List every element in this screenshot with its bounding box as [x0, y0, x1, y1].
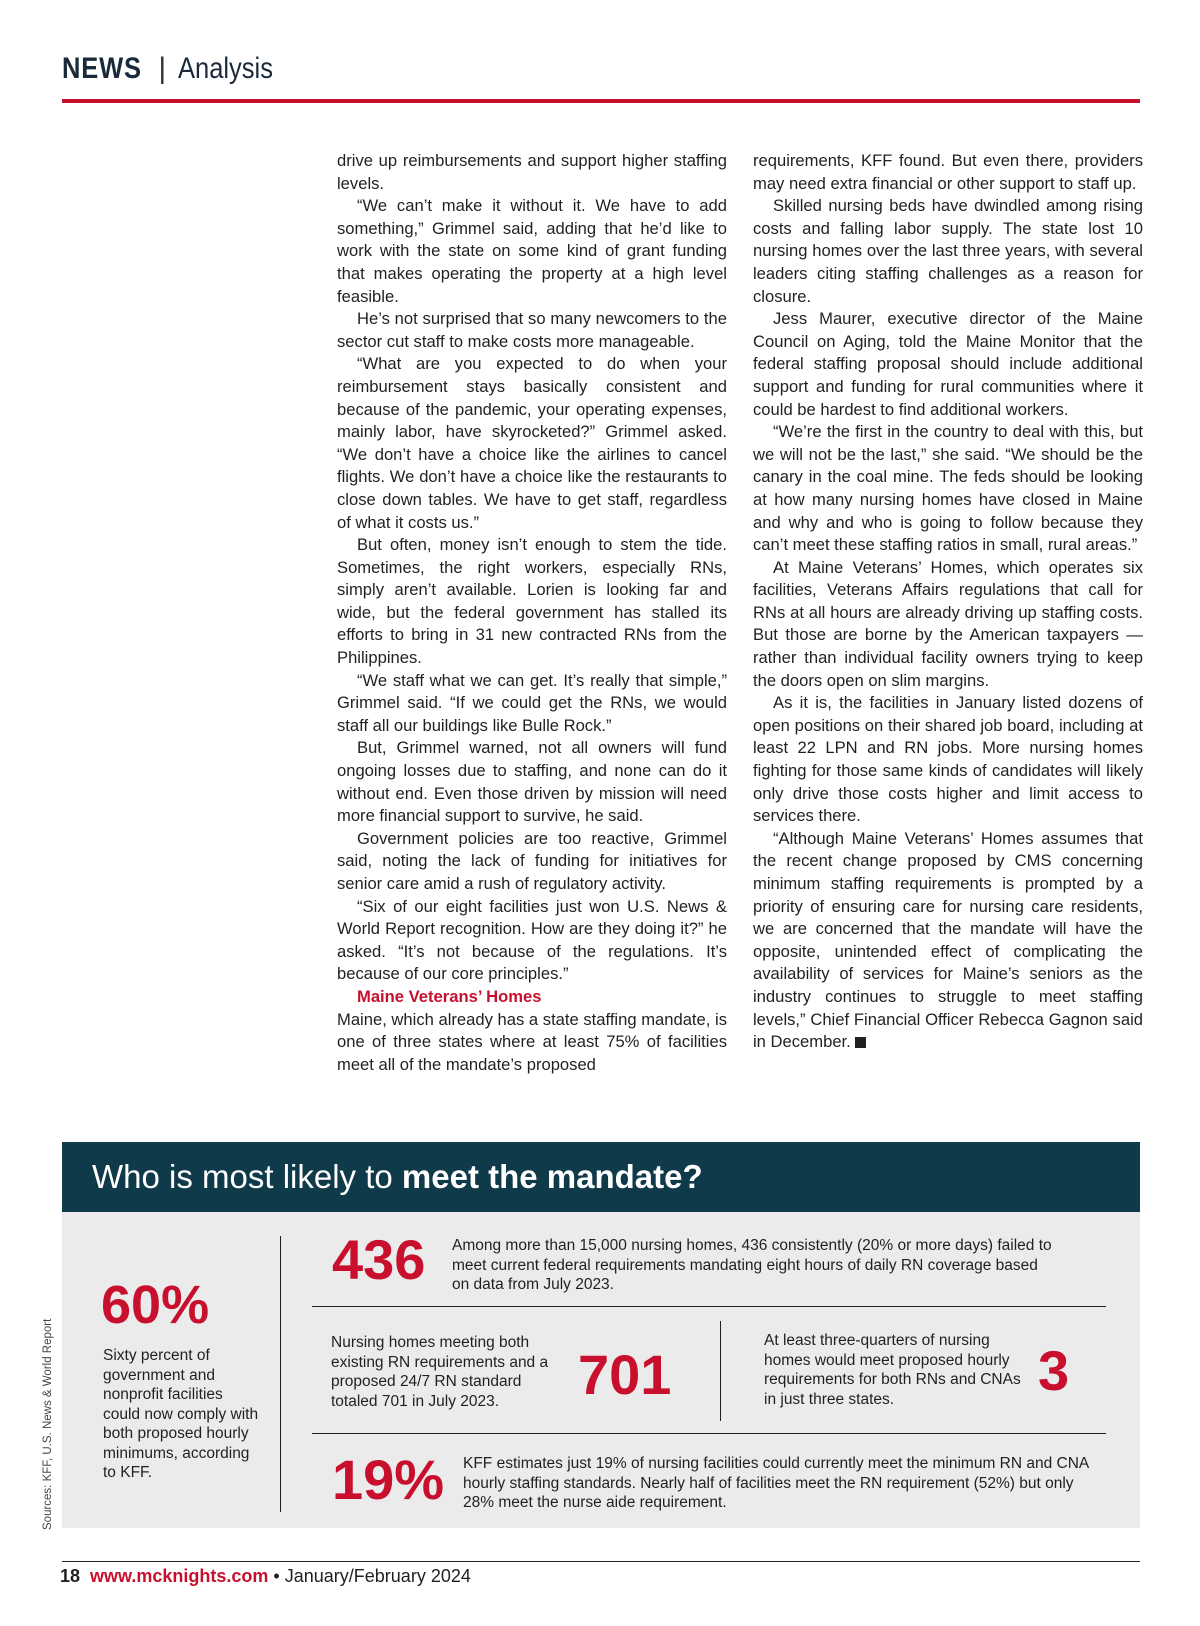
paragraph: Maine, which already has a state staffing mandate, is one of three states where at least 75% of facilities meet all of the mandate’s proposed [337, 1009, 727, 1074]
sidebar-divider-middle [720, 1321, 721, 1421]
stat-3-value: 3 [1038, 1339, 1070, 1402]
stat-701-text: Nursing homes meeting both existing RN requirements and a proposed 24/7 RN standard totaled 701 in July 2023. [331, 1334, 549, 1410]
paragraph: He’s not surprised that so many newcomers to the sector cut staff to make costs more manageable. [337, 309, 727, 351]
footer-rule [62, 1561, 1140, 1562]
paragraph: “Six of our eight facilities just won U.S. News & World Report recognition. How are they doing it?” he asked. “It’s not because of the regulations. It’s because of our core principles.” [337, 896, 727, 984]
article-column-2 [753, 150, 1143, 1054]
closing-quote: “Although Maine Veterans’ Homes assumes that the recent change proposed by CMS concerning minimum staffing requirements is prompted by a priority of ensuring care for nursing care residents, we are concerned that the mandate will have the opposite, unintended effect of complicating the availability of services for Maine’s seniors as the industry continues to struggle to meet staffing levels,” Chief Financial Officer Rebecca Gagnon said in December. [753, 828, 1143, 1052]
paragraph: “What are you expected to do when your reimbursement stays basically consistent and because of the pandemic, your operating expenses, mainly labor, have skyrocketed?” Grimmel asked. “We don’t have a choice like the airlines to cancel flights. We don’t have a choice like the restaurants to close down tables. We have to get staff, regardless of what it costs us.” [337, 354, 727, 532]
sidebar-divider-2 [312, 1433, 1106, 1434]
article-column-1 [337, 150, 727, 1076]
sidebar-title-bar [62, 1142, 1140, 1212]
stat-19-text: KFF estimates just 19% of nursing facilities could currently meet the minimum RN and CNA hourly staffing standards. Nearly half of facilities meet the RN requirement (52%) but only 28% meet the nurse aide requirement. [463, 1455, 1089, 1511]
paragraph: But, Grimmel warned, not all owners will fund ongoing losses due to staffing, and none can do it without end. Even those driven by mission will need more financial support to survive, he said. [337, 738, 727, 826]
footer [60, 1566, 471, 1587]
paragraph: Government policies are too reactive, Grimmel said, noting the lack of funding for initiatives for senior care amid a rush of regulatory activity. [337, 828, 727, 893]
stat-3-text: At least three-quarters of nursing homes would meet proposed hourly requirements for both RNs and CNAs in just three states. [764, 1332, 1021, 1408]
stat-436-text: Among more than 15,000 nursing homes, 436 consistently (20% or more days) failed to meet current federal requirements mandating eight hours of daily RN coverage based on data from July 2023. [452, 1237, 1052, 1293]
paragraph-last [753, 828, 1143, 1054]
paragraph: But often, money isn’t enough to stem the tide. Sometimes, the right workers, especially RNs, simply aren’t available. Lorien is looking far and wide, but the federal government has stalled its efforts to bring in 31 new contracted RNs from the Philippines. [337, 535, 727, 668]
paragraph: “We can’t make it without it. We have to add something,” Grimmel said, adding that he’d like to work with the state on some kind of grant funding that makes operating the property at a high level feasible. [337, 196, 727, 306]
issue-date: January/February 2024 [284, 1566, 471, 1586]
sidebar-title-light: Who is most likely to [92, 1158, 393, 1195]
sidebar-title-bold: meet the mandate? [401, 1158, 703, 1195]
subhead: Maine Veterans’ Homes [357, 986, 542, 1006]
section-label: NEWS [62, 52, 142, 85]
sidebar-divider-vertical [280, 1236, 281, 1512]
header-rule [62, 99, 1140, 103]
sidebar-title [92, 1158, 703, 1196]
paragraph: “We’re the first in the country to deal with this, but we will not be the last,” she said. “We should be the canary in the coal mine. The feds should be looking at how many nursing homes have closed in Maine and why and who is going to follow because they can’t meet these staffing ratios in small, rural areas.” [753, 422, 1143, 555]
stat-701-value: 701 [578, 1343, 672, 1406]
paragraph: Jess Maurer, executive director of the Maine Council on Aging, told the Maine Monitor that the federal staffing proposal should include additional support and funding for rural communities where it could be hardest to find additional workers. [753, 309, 1143, 419]
paragraph: requirements, KFF found. But even there, providers may need extra financial or other support to staff up. [753, 151, 1143, 193]
stat-436-value: 436 [332, 1228, 426, 1291]
site-url[interactable]: www.mcknights.com [90, 1566, 269, 1586]
paragraph: As it is, the facilities in January listed dozens of open positions on their shared job board, including at least 22 LPN and RN jobs. More nursing homes fighting for those same kinds of candidates will likely only drive those costs higher and limit access to services there. [753, 693, 1143, 826]
end-mark-icon [855, 1037, 866, 1048]
stat-60-text: Sixty percent of government and nonprofit facilities could now comply with both proposed hourly minimums, according to KFF. [103, 1347, 259, 1481]
paragraph: “We staff what we can get. It’s really that simple,” Grimmel said. “If we could get the RNs, we would staff all our buildings like Bulle Rock.” [337, 670, 727, 735]
paragraph: Skilled nursing beds have dwindled among rising costs and falling labor supply. The state lost 10 nursing homes over the last three years, with several leaders citing staffing challenges as a reason for closure. [753, 196, 1143, 306]
paragraph: At Maine Veterans’ Homes, which operates six facilities, Veterans Affairs regulations that call for RNs at all hours are already driving up staffing costs. But those are borne by the American taxpayers — rather than individual facility owners trying to keep the doors open on slim margins. [753, 557, 1143, 690]
paragraph: drive up reimbursements and support higher staffing levels. [337, 151, 727, 193]
sidebar-divider-1 [312, 1306, 1106, 1307]
section-header [62, 52, 290, 86]
stat-60-value: 60% [101, 1275, 210, 1335]
footer-bullet: • [273, 1566, 280, 1586]
subsection-label: Analysis [178, 52, 274, 85]
stat-19-value: 19% [332, 1448, 445, 1511]
page-number: 18 [60, 1566, 81, 1586]
header-separator: | [158, 52, 167, 85]
sidebar-source: Sources: KFF, U.S. News & World Report [42, 1318, 54, 1530]
